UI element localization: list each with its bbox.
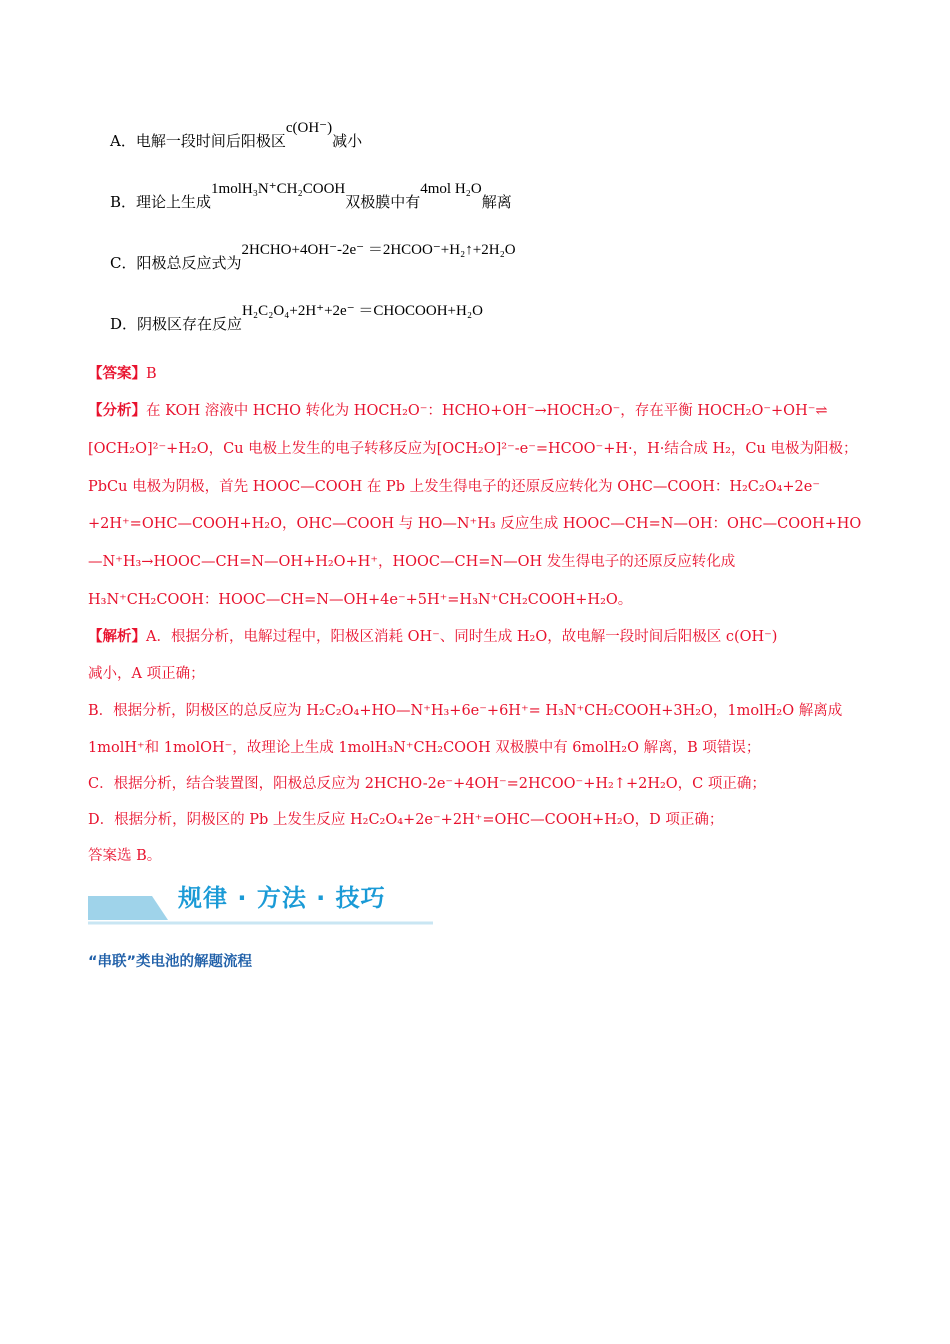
option-a-label: A．电解一段时间后阳极区 bbox=[110, 132, 286, 150]
section-title: 规律 · 方法 · 技巧 bbox=[178, 884, 386, 912]
analysis-line-2: [OCH₂O]²⁻+H₂O，Cu 电极上发生的电子转移反应为[OCH₂O]²⁻-e⁻=HCOO⁻+H·，H·结合成 H₂，Cu 电极为阳极； bbox=[88, 441, 858, 457]
option-a-formula: c(OH⁻) bbox=[285, 120, 333, 136]
explanation-tag: 【解析】 bbox=[88, 628, 146, 645]
analysis-tag: 【分析】 bbox=[88, 402, 146, 419]
explanation-line-4: 1molH⁺和 1molOH⁻，故理论上生成 1molH₃N⁺CH₂COOH 双极膜中有 6molH₂O 解离，B 项错误； bbox=[88, 740, 761, 756]
option-c-label: C．阳极总反应式为 bbox=[110, 254, 242, 272]
explanation-line-7: 答案选 B。 bbox=[88, 848, 162, 864]
option-b-label: B．理论上生成 bbox=[110, 193, 212, 211]
answer-line bbox=[88, 362, 157, 383]
explanation-line-6: D．根据分析，阴极区的 Pb 上发生反应 H₂C₂O₄+2e⁻+2H⁺=OHC—COOH+H₂O，D 项正确； bbox=[88, 812, 724, 828]
analysis-line-4: +2H⁺=OHC—COOH+H₂O，OHC—COOH 与 HO—N⁺H₃ 反应生成 HOOC—CH=N—OH：OHC—COOH+HO bbox=[88, 516, 862, 532]
option-b bbox=[110, 181, 512, 212]
analysis-text-1: 在 KOH 溶液中 HCHO 转化为 HOCH₂O⁻：HCHO+OH⁻→HOCH₂O⁻，存在平衡 HOCH₂O⁻+OH⁻⇌ bbox=[146, 403, 828, 419]
explanation-line-3: B．根据分析，阴极区的总反应为 H₂C₂O₄+HO—N⁺H₃+6e⁻+6H⁺= H₃N⁺CH₂COOH+3H₂O，1molH₂O 解离成 bbox=[88, 703, 843, 719]
option-b-formula-2: 4mol H₂O bbox=[420, 181, 482, 197]
option-b-mid: 双极膜中有 bbox=[345, 193, 421, 211]
option-d-label: D．阴极区存在反应 bbox=[110, 315, 243, 333]
option-d-formula: H₂C₂O₄+2H⁺+2e⁻ ＝CHOCOOH+H₂O bbox=[242, 303, 483, 319]
option-c bbox=[110, 242, 516, 273]
option-b-formula-1: 1molH₃N⁺CH₂COOH bbox=[211, 181, 346, 197]
analysis-line-3: PbCu 电极为阴极，首先 HOOC—COOH 在 Pb 上发生得电子的还原反应转化为 OHC—COOH：H₂C₂O₄+2e⁻ bbox=[88, 479, 821, 495]
explanation-line-5: C．根据分析，结合装置图，阳极总反应为 2HCHO-2e⁻+4OH⁻=2HCOO⁻+H₂↑+2H₂O，C 项正确； bbox=[88, 776, 766, 792]
option-a-tail: 减小 bbox=[332, 132, 363, 150]
answer-value: B bbox=[146, 366, 157, 382]
analysis-line-1 bbox=[88, 399, 828, 420]
explanation-text-1: A．根据分析，电解过程中，阳极区消耗 OH⁻、同时生成 H₂O，故电解一段时间后阳极区 c(OH⁻) bbox=[146, 629, 778, 645]
analysis-line-5: —N⁺H₃→HOOC—CH=N—OH+H₂O+H⁺，HOOC—CH=N—OH 发生得电子的还原反应转化成 bbox=[88, 554, 736, 570]
explanation-line-1 bbox=[88, 625, 777, 646]
option-b-tail: 解离 bbox=[481, 193, 512, 211]
explanation-line-2: 减小，A 项正确； bbox=[88, 666, 205, 682]
analysis-line-6: H₃N⁺CH₂COOH：HOOC—CH=N—OH+4e⁻+5H⁺=H₃N⁺CH₂COOH+H₂O。 bbox=[88, 592, 633, 608]
option-a bbox=[110, 120, 363, 151]
answer-tag: 【答案】 bbox=[88, 365, 146, 382]
option-d bbox=[110, 303, 483, 334]
option-c-formula: 2HCHO+4OH⁻-2e⁻ ＝2HCOO⁻+H₂↑+2H₂O bbox=[241, 242, 516, 258]
section-subtitle: “串联”类电池的解题流程 bbox=[88, 954, 253, 970]
